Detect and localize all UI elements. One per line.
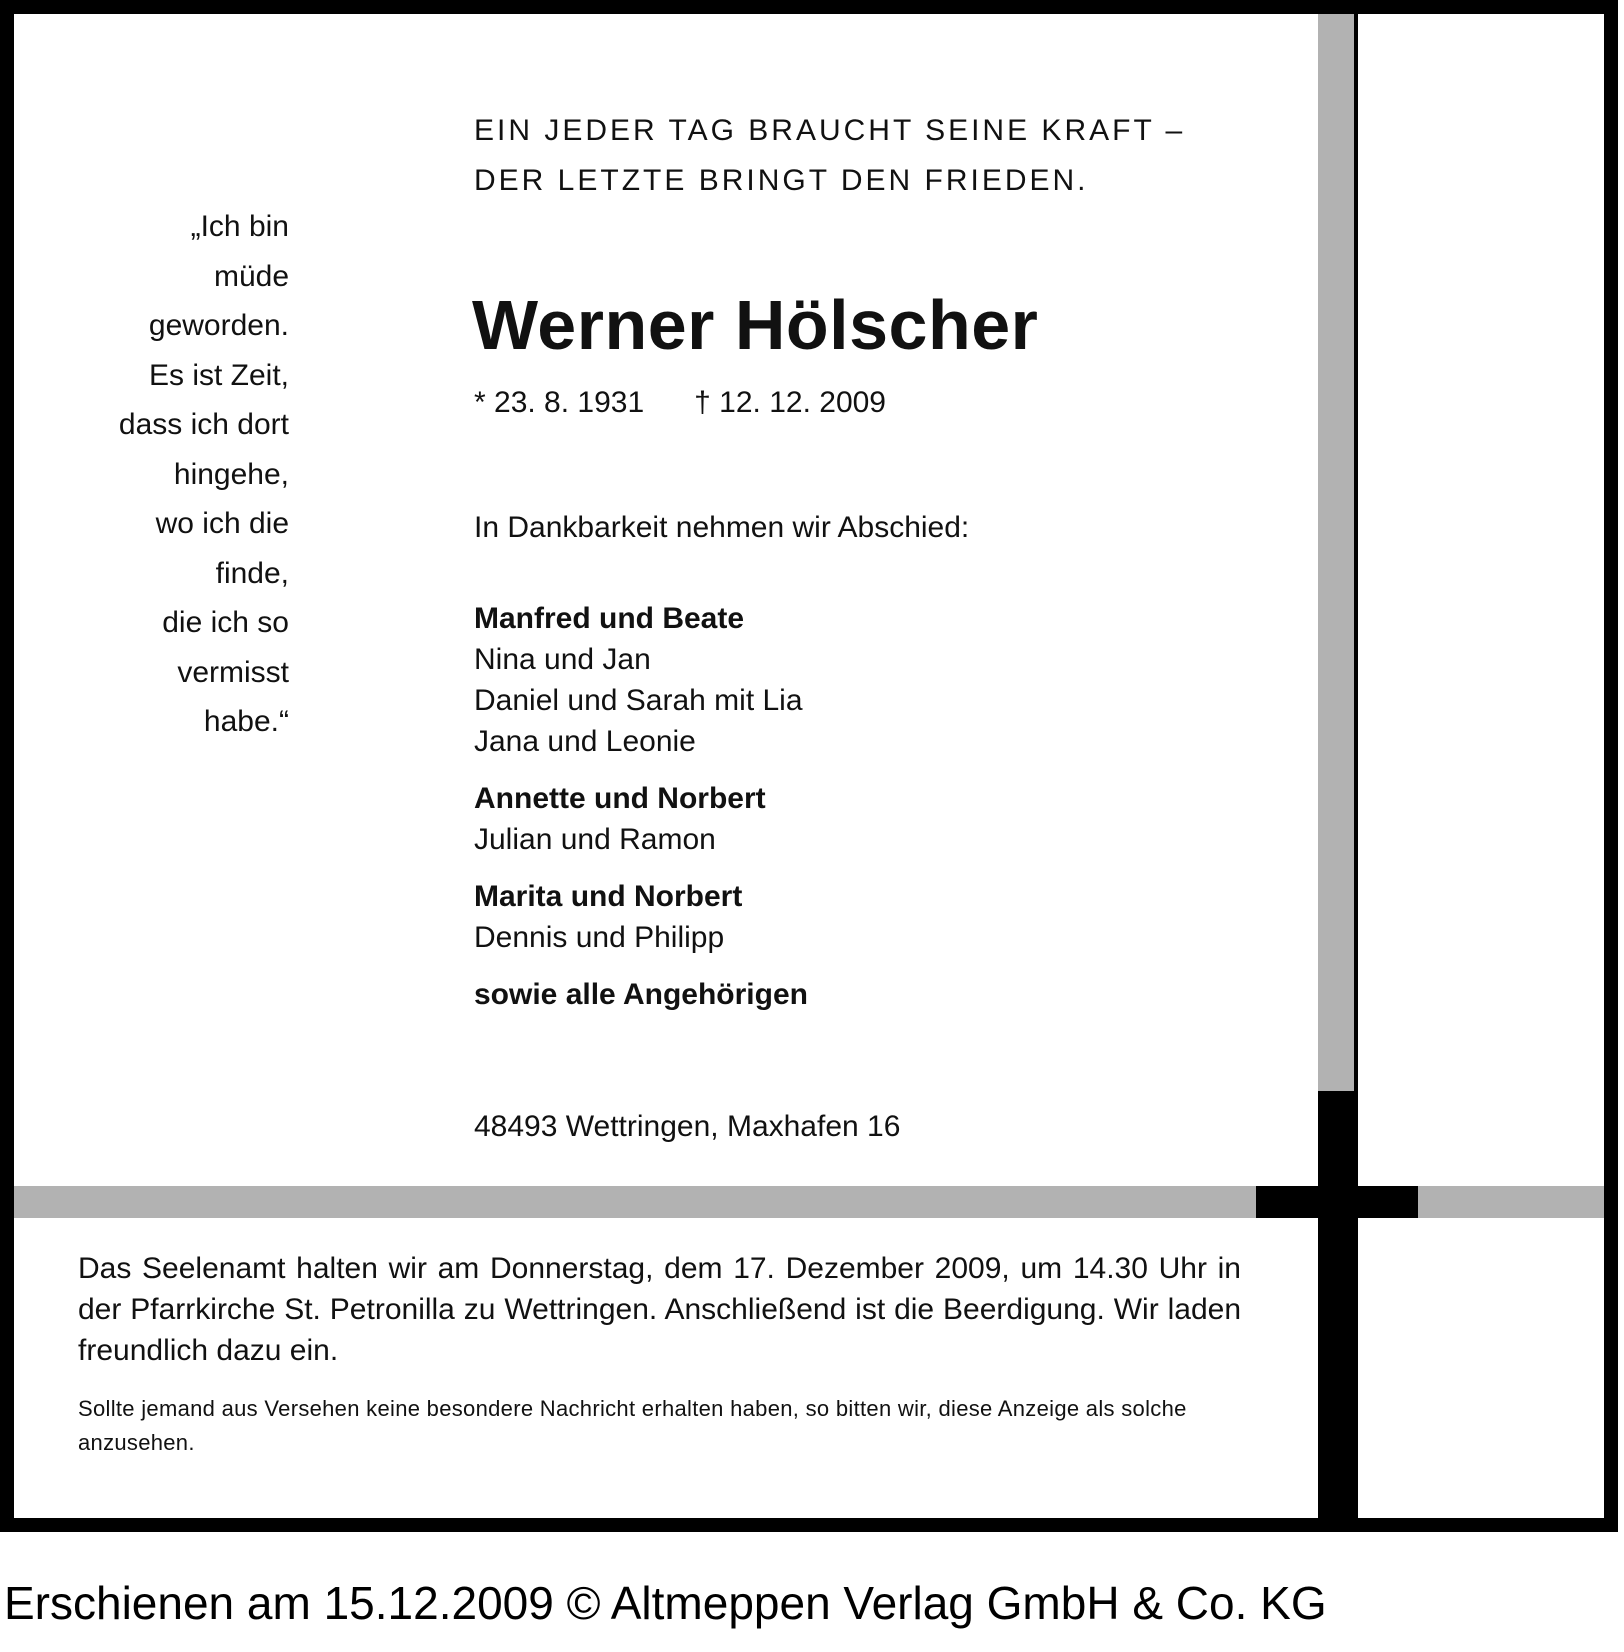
mourner-group-head: Annette und Norbert [474,782,766,815]
birth-date: * 23. 8. 1931 [474,386,645,419]
motto-line-1: EIN JEDER TAG BRAUCHT SEINE KRAFT – [474,114,1186,147]
motto-line-2: DER LETZTE BRINGT DEN FRIEDEN. [474,164,1089,197]
cross-vertical-black-bar [1318,1091,1354,1532]
quote [119,202,289,747]
mourner-member: Daniel und Sarah mit Lia [474,684,803,717]
funeral-service-info: Das Seelenamt halten wir am Donnerstag, dem 17. Dezember 2009, um 14.30 Uhr in der Pfarrkirche St. Petronilla zu Wettringen. Anschließend ist die Beerdigung. Wir laden freundlich dazu ein. [78,1252,1241,1367]
mourner-group-head: Manfred und Beate [474,602,745,635]
quote-line: vermisst [177,655,289,689]
quote-line: dass ich dort [118,408,289,441]
deceased-name: Werner Hölscher [472,286,1039,364]
mourners-closing: sowie alle Angehörigen [474,978,808,1011]
quote-line: die ich so [162,606,289,639]
mourner-group [474,778,808,860]
life-dates [474,386,886,420]
cross-icon [1256,1186,1418,1218]
motto [474,106,1185,206]
quote-line: wo ich die [155,507,289,540]
mourner-member: Julian und Ramon [474,823,716,856]
quote-line: müde [213,259,289,293]
mourner-member: Jana und Leonie [474,725,696,758]
family-address: 48493 Wettringen, Maxhafen 16 [474,1110,901,1143]
quote-line: geworden. [148,309,289,342]
quote-line: „Ich bin [190,210,289,243]
mourners-list [474,598,808,1015]
mourner-group [474,598,808,762]
mourner-member: Dennis und Philipp [474,921,725,954]
mourner-group-head: Marita und Norbert [474,880,743,913]
quote-line: habe.“ [203,705,289,738]
notice-disclaimer: Sollte jemand aus Versehen keine besondere Nachricht erhalten haben, so bitten wir, diese Anzeige als solche anzusehen. [78,1396,1187,1455]
death-date: † 12. 12. 2009 [694,386,886,419]
mourner-group [474,876,808,958]
farewell-text: In Dankbarkeit nehmen wir Abschied: [474,511,970,544]
publication-note: Erschienen am 15.12.2009 © Altmeppen Verlag GmbH & Co. KG [4,1577,1327,1629]
right-divider-line [1354,14,1358,1532]
mourner-member: Nina und Jan [474,643,651,676]
cross-vertical-grey-band [1318,14,1354,1091]
quote-line: Es ist Zeit, [148,358,289,392]
quote-line: finde, [215,556,289,590]
quote-line: hingehe, [173,457,289,491]
